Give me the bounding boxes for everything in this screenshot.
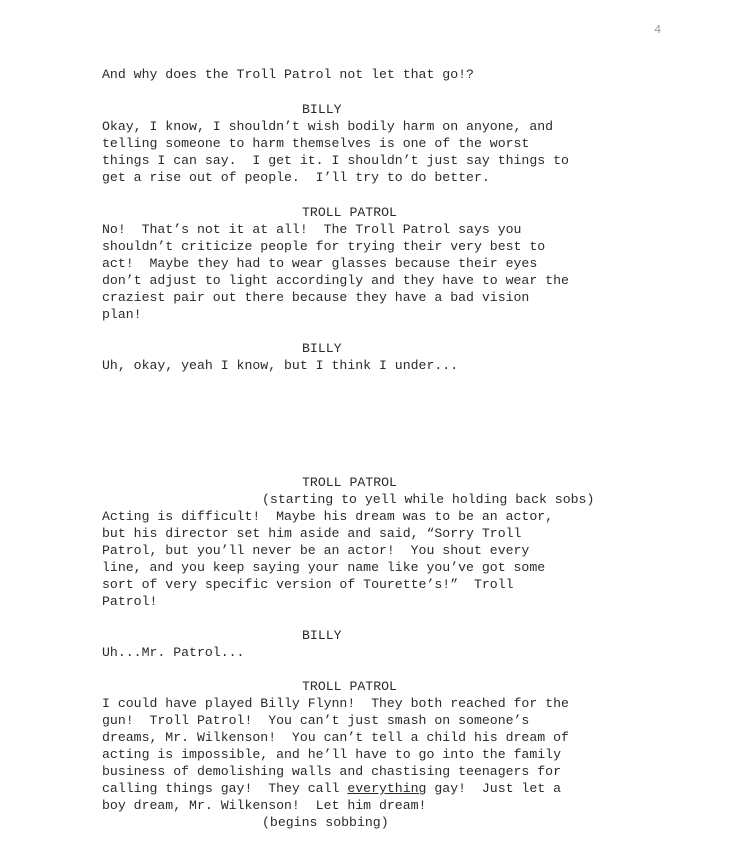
character-name: TROLL PATROL bbox=[302, 205, 397, 220]
dialogue-line: Patrol! bbox=[102, 594, 158, 609]
dialogue-line: No! That’s not it at all! The Troll Patrol says you bbox=[102, 222, 522, 237]
dialogue-text-segment: calling things gay! They call bbox=[102, 781, 348, 796]
character-name: TROLL PATROL bbox=[302, 679, 397, 694]
dialogue-line: sort of very specific version of Tourette’s!” Troll bbox=[102, 577, 514, 592]
page-number: 4 bbox=[654, 23, 662, 37]
dialogue-line: plan! bbox=[102, 307, 142, 322]
dialogue-text-segment: gay! Just let a bbox=[426, 781, 562, 796]
dialogue-line: act! Maybe they had to wear glasses because their eyes bbox=[102, 256, 538, 271]
dialogue-line: I could have played Billy Flynn! They both reached for the bbox=[102, 696, 569, 711]
parenthetical: (begins sobbing) bbox=[262, 815, 389, 830]
dialogue-line: business of demolishing walls and chastising teenagers for bbox=[102, 764, 561, 779]
dialogue-line: things I can say. I get it. I shouldn’t just say things to bbox=[102, 153, 569, 168]
character-name: BILLY bbox=[302, 628, 342, 643]
dialogue-line: craziest pair out there because they have a bad vision bbox=[102, 290, 530, 305]
dialogue-line: telling someone to harm themselves is one of the worst bbox=[102, 136, 530, 151]
dialogue-line: but his director set him aside and said, “Sorry Troll bbox=[102, 526, 522, 541]
dialogue-line bbox=[102, 780, 561, 797]
character-name: TROLL PATROL bbox=[302, 475, 397, 490]
dialogue-line: Uh...Mr. Patrol... bbox=[102, 645, 245, 660]
character-name: BILLY bbox=[302, 341, 342, 356]
dialogue-line: boy dream, Mr. Wilkenson! Let him dream! bbox=[102, 798, 427, 813]
dialogue-line: get a rise out of people. I’ll try to do better. bbox=[102, 170, 490, 185]
dialogue-line: Acting is difficult! Maybe his dream was to be an actor, bbox=[102, 509, 554, 524]
dialogue-line: shouldn’t criticize people for trying their very best to bbox=[102, 239, 546, 254]
underlined-word: everything bbox=[347, 781, 427, 796]
parenthetical: (starting to yell while holding back sobs) bbox=[262, 492, 595, 507]
dialogue-line: Patrol, but you’ll never be an actor! You shout every bbox=[102, 543, 530, 558]
dialogue-line: line, and you keep saying your name like you’ve got some bbox=[102, 560, 546, 575]
dialogue-line: dreams, Mr. Wilkenson! You can’t tell a child his dream of bbox=[102, 730, 569, 745]
dialogue-line: Uh, okay, yeah I know, but I think I under... bbox=[102, 358, 459, 373]
character-name: BILLY bbox=[302, 102, 342, 117]
action-line: And why does the Troll Patrol not let that go!? bbox=[102, 67, 474, 82]
dialogue-line: don’t adjust to light accordingly and they have to wear the bbox=[102, 273, 569, 288]
dialogue-line: gun! Troll Patrol! You can’t just smash on someone’s bbox=[102, 713, 530, 728]
dialogue-line: acting is impossible, and he’ll have to go into the family bbox=[102, 747, 561, 762]
dialogue-line: Okay, I know, I shouldn’t wish bodily harm on anyone, and bbox=[102, 119, 554, 134]
